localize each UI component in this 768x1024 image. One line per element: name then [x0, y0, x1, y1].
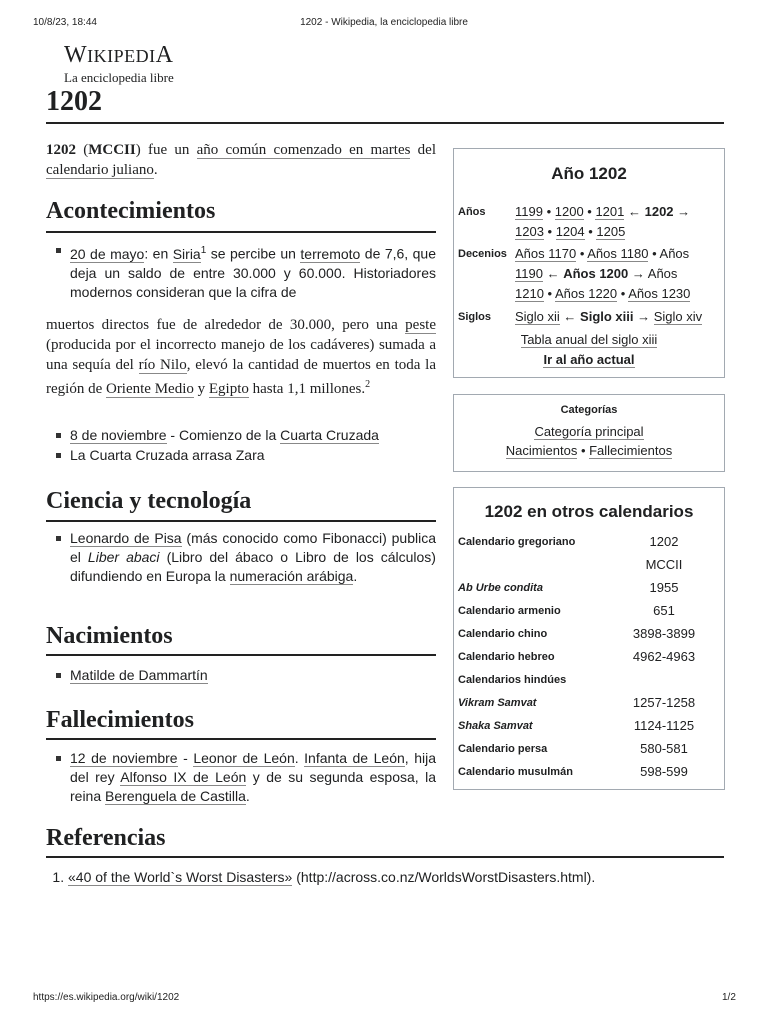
link-decade-1190[interactable]: 1190 — [515, 266, 543, 281]
infobox-label: Decenios — [458, 248, 507, 260]
link-numeracion-arabiga[interactable]: numeración arábiga — [229, 568, 354, 584]
acontecimientos-list — [46, 241, 436, 302]
table-row: Calendario persa 580-581 — [458, 741, 688, 756]
link-year-1205[interactable]: 1205 — [596, 224, 626, 239]
link-decade-1230[interactable]: Años 1230 — [628, 286, 691, 301]
table-row: Ab Urbe condita 1955 — [458, 580, 679, 595]
heading-ciencia-tecnologia: Ciencia y tecnología — [46, 488, 252, 514]
print-url: https://es.wikipedia.org/wiki/1202 — [33, 992, 180, 1003]
link-siria[interactable]: Siria — [172, 245, 201, 262]
link-year-1204[interactable]: 1204 — [555, 224, 585, 239]
reference-link[interactable]: «40 of the World`s Worst Disasters» — [68, 869, 293, 885]
link-year-1200[interactable]: 1200 — [554, 204, 584, 219]
list-item: Leonardo de Pisa (más conocido como Fibonacci) publica el Liber abaci (Libro del ábaco o Libro de los cálculos) difundiendo en Europa la numeración arábiga. — [46, 529, 436, 586]
infobox-row-decenios: Decenios Años 1170 • Años 1180 • Años 1190 ← Años 1200 → Años 1210 • Años 1220 • Años 1230 — [458, 246, 691, 301]
link-year-1199[interactable]: 1199 — [515, 204, 543, 219]
heading-nacimientos: Nacimientos — [46, 623, 173, 649]
link-leonardo-de-pisa[interactable]: Leonardo de Pisa — [70, 530, 182, 546]
acontecimientos-paragraph: muertos directos fue de alrededor de 30.000, pero una peste (producida por el incorrecto manejo de los cadáveres) sumada a una sequía del río Nilo, elevó la cantidad de muertos en toda la región de Oriente Medio y Egipto hasta 1,1 millones.$^2$ — [46, 317, 436, 397]
heading-referencias: Referencias — [46, 825, 166, 851]
table-row: MCCII — [645, 557, 683, 572]
table-row: Calendario gregoriano 1202 — [458, 534, 679, 549]
wikipedia-tagline: La enciclopedia libre — [64, 70, 174, 85]
table-row: Shaka Samvat 1124-1125 — [458, 718, 695, 733]
intro-paragraph: 1202 (MCCII) fue un año común comenzado en martes del calendario juliano. — [46, 142, 437, 178]
acontecimientos-list-2 — [46, 426, 436, 465]
infobox-row-siglos: Siglos Siglo xii ← Siglo xiii → Siglo xiv — [458, 307, 720, 327]
link-alfonso-ix[interactable]: Alfonso IX de León — [120, 769, 247, 785]
wikipedia-logo[interactable] — [64, 42, 174, 86]
table-row: Calendario hebreo 4962-4963 — [458, 649, 696, 664]
link-berenguela[interactable]: Berenguela de Castilla — [105, 788, 246, 804]
link-decade-1170[interactable]: Años 1170 — [515, 246, 577, 261]
infobox-label: Años — [458, 206, 486, 218]
print-datetime: 10/8/23, 18:44 — [33, 17, 97, 28]
reference-item: 1. «40 of the World`s Worst Disasters» (http://across.co.nz/WorldsWorstDisasters.html). — [68, 869, 595, 885]
categories-title: Categorías — [560, 404, 618, 416]
link-decade-1210[interactable]: 1210 — [515, 286, 544, 301]
list-item — [46, 666, 436, 685]
section-divider — [46, 856, 724, 858]
infobox-label: Siglos — [458, 311, 492, 323]
list-item: La Cuarta Cruzada arrasa Zara — [46, 446, 436, 465]
year-infobox — [453, 148, 725, 378]
section-divider — [46, 520, 436, 522]
title-divider — [46, 122, 724, 124]
references-list — [46, 869, 595, 885]
link-year-1201[interactable]: 1201 — [595, 204, 625, 219]
link-siglo-xii[interactable]: Siglo xii — [515, 309, 560, 324]
calendars-box — [453, 487, 725, 790]
link-cat-nacimientos[interactable]: Nacimientos — [505, 443, 578, 458]
categories-box — [453, 394, 725, 472]
section-divider — [46, 738, 436, 740]
page-title: 1202 — [46, 86, 102, 117]
section-divider — [46, 231, 436, 233]
link-rio-nilo[interactable]: río Nilo — [138, 357, 187, 373]
nacimientos-list — [46, 666, 436, 685]
link-egipto[interactable]: Egipto — [208, 381, 249, 397]
print-page-number: 1/2 — [722, 992, 736, 1003]
link-categoria-principal[interactable]: Categoría principal — [534, 424, 644, 439]
categories-links: Categoría principal Nacimientos • Fallecimientos — [505, 424, 673, 458]
link-tabla-anual[interactable]: Tabla anual del siglo xiii — [520, 332, 658, 347]
print-page-title: 1202 - Wikipedia, la enciclopedia libre — [300, 17, 468, 28]
wikipedia-wordmark: WIKIPEDIA — [64, 42, 174, 68]
link-12-de-noviembre[interactable]: 12 de noviembre — [70, 750, 178, 766]
link-calendario-juliano[interactable]: calendario juliano — [46, 162, 154, 178]
table-row: Vikram Samvat 1257-1258 — [458, 695, 696, 710]
link-leonor-de-leon[interactable]: Leonor de León — [193, 750, 295, 766]
table-row: Calendario musulmán 598-599 — [458, 764, 688, 779]
link-20-de-mayo[interactable]: 20 de mayo — [70, 245, 145, 262]
list-item: 20 de mayo: en Siria$^1$ se percibe un terremoto de 7,6, que deja un saldo de entre 30.000 y 60.000. Historiadores modernos consideran que la cifra de — [46, 241, 436, 302]
table-row: Calendario armenio 651 — [458, 603, 675, 618]
link-ir-al-ano-actual[interactable]: Ir al año actual — [543, 352, 635, 367]
heading-fallecimientos: Fallecimientos — [46, 707, 194, 733]
calendars-title: 1202 en otros calendarios — [484, 502, 694, 521]
ciencia-list — [46, 529, 436, 586]
link-terremoto[interactable]: terremoto — [300, 245, 361, 262]
footnote-2[interactable]: 2 — [365, 379, 371, 390]
link-8-de-noviembre[interactable]: 8 de noviembre — [70, 427, 167, 443]
fallecimientos-list — [46, 749, 436, 806]
list-item: 8 de noviembre - Comienzo de la Cuarta Cruzada — [46, 426, 436, 445]
link-infanta-de-leon[interactable]: Infanta de León — [304, 750, 405, 766]
table-row: Calendarios hindúes — [458, 673, 567, 686]
calendars-table — [458, 530, 720, 783]
infobox-row-anos: Años 1199 • 1200 • 1201 ← 1202 → 1203 • 1204 • 1205 — [458, 204, 691, 239]
infobox-title: Año 1202 — [551, 164, 627, 183]
section-divider — [46, 654, 436, 656]
footnote-1[interactable]: 1 — [200, 245, 207, 256]
list-item: 12 de noviembre - Leonor de León. Infanta de León, hija del rey Alfonso IX de León y de su segunda esposa, la reina Berenguela de Castilla. — [46, 749, 436, 806]
link-cat-fallecimientos[interactable]: Fallecimientos — [589, 443, 673, 458]
link-matilde-de-dammartin[interactable]: Matilde de Dammartín — [70, 667, 208, 683]
heading-acontecimientos: Acontecimientos — [46, 198, 216, 224]
table-row: Calendario chino 3898-3899 — [458, 626, 696, 641]
link-siglo-xiv[interactable]: Siglo xiv — [653, 309, 703, 324]
link-decade-1220[interactable]: Años 1220 — [554, 286, 618, 301]
link-peste[interactable]: peste — [405, 317, 436, 333]
link-year-1203[interactable]: 1203 — [515, 224, 544, 239]
link-cuarta-cruzada[interactable]: Cuarta Cruzada — [280, 427, 379, 443]
link-decade-1180[interactable]: Años 1180 — [587, 246, 649, 261]
link-ano-comun[interactable]: año común comenzado en martes — [196, 142, 411, 158]
link-oriente-medio[interactable]: Oriente Medio — [105, 381, 194, 397]
